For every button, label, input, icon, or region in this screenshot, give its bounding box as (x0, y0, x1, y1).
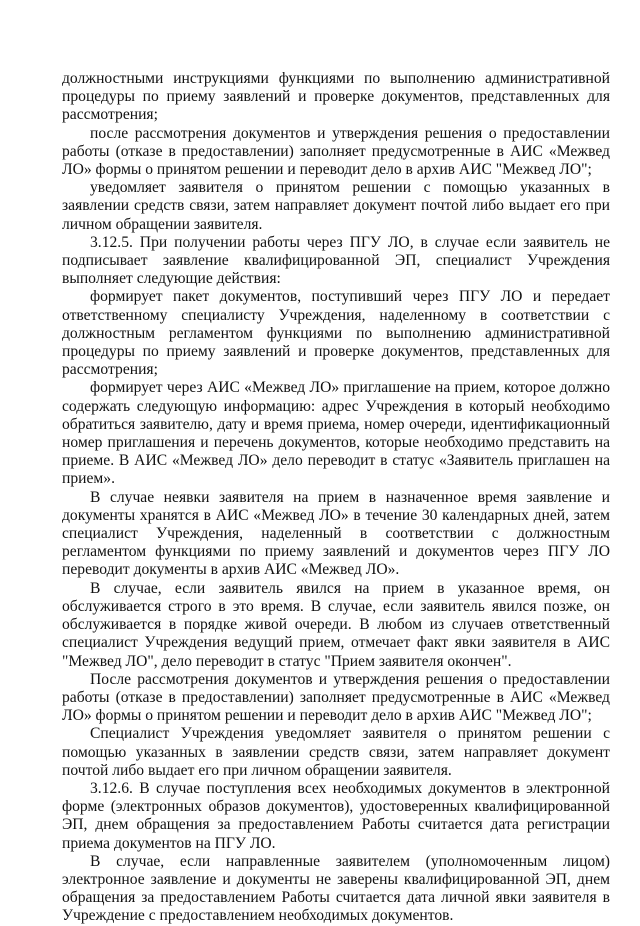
paragraph: В случае, если направленные заявителем (уполномоченным лицом) электронное заявление и документы не заверены квалифицированной ЭП, днем обращения за предоставлением Работы считается дата личной явки заявителя в Учреждение с предоставлением необходимых документов. (62, 852, 610, 925)
paragraph: В случае неявки заявителя на прием в назначенное время заявление и документы хранятся в АИС «Межвед ЛО» в течение 30 календарных дней, затем специалист Учреждения, наделенный в соответствии с должностным регламентом функциями по приему заявлений и документов через ПГУ ЛО переводит документы в архив АИС «Межвед ЛО». (62, 488, 610, 579)
paragraph: формирует пакет документов, поступивший через ПГУ ЛО и передает ответственному специалисту Учреждения, наделенному в соответствии с должностным регламентом функциями по выполнению административной процедуры по приему заявлений и проверке документов, представленных для рассмотрения; (62, 288, 610, 379)
section-3-12-5-paragraph: 3.12.5. При получении работы через ПГУ ЛО, в случае если заявитель не подписывает заявление квалифицированной ЭП, специалист Учреждения выполняет следующие действия: (62, 233, 610, 288)
paragraph: формирует через АИС «Межвед ЛО» приглашение на прием, которое должно содержать следующую информацию: адрес Учреждения в который необходимо обратиться заявителю, дату и время приема, номер очереди, идентификационный номер приглашения и перечень документов, которые необходимо представить на приеме. В АИС «Межвед ЛО» дело переводит в статус «Заявитель приглашен на прием». (62, 379, 610, 488)
paragraph: Специалист Учреждения уведомляет заявителя о принятом решении с помощью указанных в заявлении средств связи, затем направляет документ почтой либо выдает его при личном обращении заявителя. (62, 725, 610, 779)
paragraph: после рассмотрения документов и утверждения решения о предоставлении работы (отказе в предоставлении) заполняет предусмотренные в АИС «Межвед ЛО» формы о принятом решении и переводит дело в архив АИС "Межвед ЛО"; (62, 124, 610, 179)
paragraph: В случае, если заявитель явился на прием в указанное время, он обслуживается строго в это время. В случае, если заявитель явился позже, он обслуживается в порядке живой очереди. В любом из случаев ответственный специалист Учреждения ведущий прием, отмечает факт явки заявителя в АИС "Межвед ЛО", дело переводит в статус "Прием заявителя окончен". (62, 579, 610, 670)
paragraph: После рассмотрения документов и утверждения решения о предоставлении работы (отказе в предоставлении) заполняет предусмотренные в АИС «Межвед ЛО» формы о принятом решении и переводит дело в архив АИС "Межвед ЛО"; (62, 670, 610, 725)
section-3-12-6-paragraph: 3.12.6. В случае поступления всех необходимых документов в электронной форме (электронных образов документов), удостоверенных квалифицированной ЭП, днем обращения за предоставлением Работы считается дата регистрации приема документов на ПГУ ЛО. (62, 779, 610, 852)
paragraph: уведомляет заявителя о принятом решении с помощью указанных в заявлении средств связи, затем направляет документ почтой либо выдает его при личном обращении заявителя. (62, 179, 610, 233)
paragraph-continuation: должностными инструкциями функциями по выполнению административной процедуры по приему заявлений и проверке документов, представленных для рассмотрения; (62, 70, 610, 124)
